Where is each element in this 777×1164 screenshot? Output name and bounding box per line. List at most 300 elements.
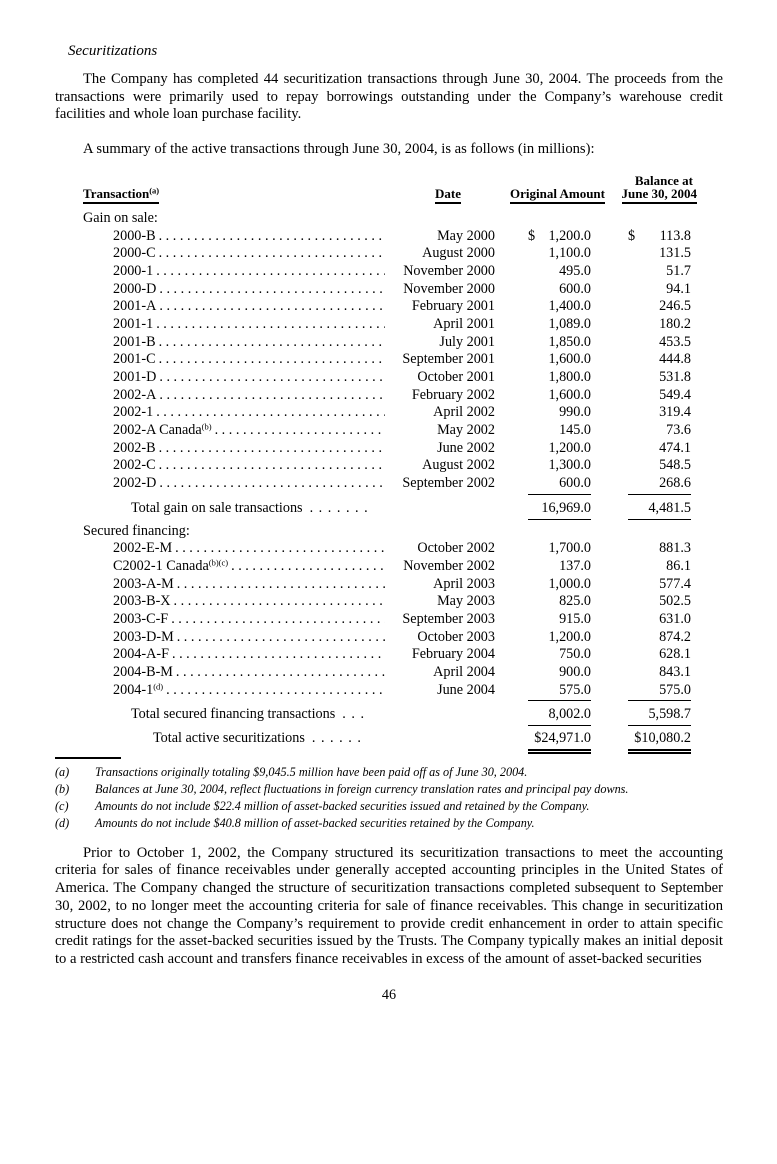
transaction-name-cell xyxy=(83,387,385,405)
date-cell: October 2003 xyxy=(417,628,495,645)
original-amount-cell xyxy=(497,245,605,264)
dot-leader xyxy=(173,664,385,682)
dot-leader xyxy=(156,281,385,299)
original-amount-cell xyxy=(497,228,605,247)
amount-box xyxy=(528,281,591,300)
transaction-name-cell xyxy=(83,369,385,387)
amount-box xyxy=(628,682,691,702)
amount-value: 180.2 xyxy=(659,315,691,332)
transaction-name: 2002-C xyxy=(113,457,156,474)
amount-value: 1,400.0 xyxy=(548,298,591,315)
original-amount-cell xyxy=(497,387,605,406)
amount-value: 1,200.0 xyxy=(548,227,591,244)
dot-leader xyxy=(156,351,385,369)
original-amount-cell xyxy=(497,298,605,317)
dot-leader xyxy=(156,245,385,263)
amount-value: 16,969.0 xyxy=(541,499,591,516)
balance-cell xyxy=(605,540,697,559)
amount-box xyxy=(628,245,691,264)
paragraph-intro: The Company has completed 44 securitization transactions through June 30, 2004. The proceeds from the transactions were primarily used to repay borrowings outstanding under the Company’s warehouse credit facilities and whole loan purchase facility. xyxy=(55,71,723,123)
amount-box xyxy=(528,387,591,406)
amount-box xyxy=(528,540,591,559)
table-section-label-row xyxy=(83,523,697,541)
amount-value: 600.0 xyxy=(559,280,591,297)
original-amount-cell xyxy=(497,500,605,520)
amount-value: 1,100.0 xyxy=(548,245,591,262)
footnote-text: Transactions originally totaling $9,045.5 million have been paid off as of June 30, 2004. xyxy=(95,764,528,779)
footnotes xyxy=(55,764,723,832)
amount-box xyxy=(528,706,591,726)
transaction-name-cell xyxy=(83,263,385,281)
table-row xyxy=(83,593,697,611)
total-label-cell xyxy=(83,730,385,748)
amount-box xyxy=(628,576,691,595)
date-cell: June 2004 xyxy=(437,681,495,698)
transaction-name: 2003-D-M xyxy=(113,628,174,645)
amount-box xyxy=(528,440,591,459)
table-row xyxy=(83,558,697,576)
original-amount-cell xyxy=(497,281,605,300)
original-amount-cell xyxy=(497,351,605,370)
amount-value: 145.0 xyxy=(559,422,591,439)
footnote-text: Balances at June 30, 2004, reflect fluctuations in foreign currency translation rates and principal pay downs. xyxy=(95,781,629,796)
table-row xyxy=(83,457,697,475)
transaction-name: 2004-1$^{(d)}$ xyxy=(113,681,164,698)
dot-leader xyxy=(156,457,385,475)
transaction-name-cell xyxy=(83,440,385,458)
date-cell: September 2001 xyxy=(402,351,495,368)
balance-cell xyxy=(605,334,697,353)
amount-value: 1,200.0 xyxy=(548,439,591,456)
amount-box xyxy=(628,228,691,247)
amount-value: 1,089.0 xyxy=(548,315,591,332)
date-cell: April 2002 xyxy=(433,404,495,421)
balance-cell xyxy=(605,475,697,495)
table-row xyxy=(83,422,697,440)
amount-box xyxy=(628,593,691,612)
page-number: 46 xyxy=(381,986,397,1003)
transaction-name: 2001-B xyxy=(113,333,156,350)
balance-cell xyxy=(605,298,697,317)
section-heading: Securitizations xyxy=(68,43,158,59)
amount-value: 881.3 xyxy=(659,540,691,557)
table-row xyxy=(83,369,697,387)
original-amount-cell xyxy=(497,629,605,648)
section-label: Secured financing: xyxy=(83,522,190,539)
transaction-name-cell xyxy=(83,593,385,611)
amount-value: 495.0 xyxy=(559,262,591,279)
balance-cell xyxy=(605,706,697,726)
table-row xyxy=(83,351,697,369)
transaction-name-cell xyxy=(83,422,385,440)
footnote-rule xyxy=(55,757,121,759)
transaction-name: 2000-C xyxy=(113,245,156,262)
transaction-name-cell xyxy=(83,298,385,316)
grand-total-row xyxy=(83,730,697,748)
amount-box xyxy=(528,593,591,612)
original-amount-cell xyxy=(497,593,605,612)
original-amount-cell xyxy=(497,404,605,423)
balance-cell xyxy=(605,440,697,459)
table-row xyxy=(83,682,697,700)
balance-cell xyxy=(605,263,697,282)
amount-box xyxy=(628,500,691,520)
dot-leader xyxy=(169,646,385,664)
amount-box xyxy=(528,422,591,441)
amount-value: 549.4 xyxy=(659,386,691,403)
total-label: Total gain on sale transactions xyxy=(131,499,303,516)
dot-leader xyxy=(153,404,385,422)
table-row xyxy=(83,316,697,334)
date-cell: May 2002 xyxy=(437,422,495,439)
dot-leader xyxy=(228,558,385,576)
amount-box xyxy=(528,730,591,754)
date-cell: September 2002 xyxy=(402,475,495,492)
transaction-name: 2000-D xyxy=(113,280,157,297)
dot-leader xyxy=(174,576,385,594)
transaction-name: 2002-A Canada$^{(b)}$ xyxy=(113,422,212,439)
amount-box xyxy=(628,422,691,441)
balance-cell xyxy=(605,730,697,754)
amount-value: 8,002.0 xyxy=(548,706,591,723)
original-amount-cell xyxy=(497,558,605,577)
total-label-cell xyxy=(83,706,385,724)
amount-box xyxy=(528,457,591,476)
amount-value: 825.0 xyxy=(559,593,591,610)
original-amount-cell xyxy=(497,440,605,459)
amount-value: 990.0 xyxy=(559,404,591,421)
table-row xyxy=(83,334,697,352)
amount-box xyxy=(528,682,591,702)
table-row xyxy=(83,540,697,558)
table-total-row xyxy=(83,706,697,724)
amount-value: 1,200.0 xyxy=(548,628,591,645)
dot-leader: . . . . . . xyxy=(311,730,362,747)
column-header-balance-line1: Balance at xyxy=(634,172,693,188)
dot-leader xyxy=(163,682,385,700)
amount-value: 319.4 xyxy=(659,404,691,421)
amount-value: 843.1 xyxy=(659,664,691,680)
dot-leader xyxy=(153,263,385,281)
transaction-name-cell xyxy=(83,629,385,647)
balance-cell xyxy=(605,351,697,370)
amount-value: 73.6 xyxy=(666,422,691,439)
transaction-name: 2001-1 xyxy=(113,315,154,332)
amount-box xyxy=(628,558,691,577)
amount-value: 137.0 xyxy=(559,557,591,574)
column-header-balance xyxy=(605,174,697,204)
balance-cell xyxy=(605,457,697,476)
transaction-name-cell xyxy=(83,351,385,369)
amount-box xyxy=(528,334,591,353)
original-amount-cell xyxy=(497,457,605,476)
amount-value: 444.8 xyxy=(659,351,691,368)
date-cell: June 2002 xyxy=(437,439,495,456)
amount-value: 1,000.0 xyxy=(548,575,591,592)
transaction-name-cell xyxy=(83,664,385,682)
amount-box xyxy=(628,298,691,317)
column-header-original-amount xyxy=(497,186,605,204)
transaction-name-cell xyxy=(83,682,385,700)
transaction-name: 2001-C xyxy=(113,351,156,368)
amount-box xyxy=(628,540,691,559)
date-cell: April 2004 xyxy=(433,664,495,680)
original-amount-cell xyxy=(497,706,605,726)
original-amount-cell xyxy=(497,664,605,683)
transaction-name-cell xyxy=(83,281,385,299)
amount-value: 575.0 xyxy=(559,681,591,698)
amount-value: 1,800.0 xyxy=(548,369,591,385)
date-cell: May 2000 xyxy=(437,227,495,244)
amount-value: 86.1 xyxy=(666,557,691,574)
balance-cell xyxy=(605,281,697,300)
footnote-text: Amounts do not include $40.8 million of asset-backed securities retained by the Company. xyxy=(95,815,535,830)
dot-leader xyxy=(156,387,385,405)
footnote-text: Amounts do not include $22.4 million of asset-backed securities issued and retained by the Company. xyxy=(95,798,590,813)
amount-box xyxy=(628,440,691,459)
amount-box xyxy=(528,245,591,264)
balance-cell xyxy=(605,369,697,388)
original-amount-cell xyxy=(497,682,605,702)
transaction-name: 2001-A xyxy=(113,298,157,315)
amount-value: 502.5 xyxy=(659,593,691,610)
amount-box xyxy=(528,369,591,388)
transaction-name: 2003-B-X xyxy=(113,593,171,610)
original-amount-cell xyxy=(497,316,605,335)
original-amount-cell xyxy=(497,263,605,282)
transaction-name: 2003-A-M xyxy=(113,575,174,592)
amount-box xyxy=(628,334,691,353)
column-header-date xyxy=(385,186,497,204)
original-amount-cell xyxy=(497,540,605,559)
column-header-date-label: Date xyxy=(435,187,461,204)
amount-box xyxy=(528,404,591,423)
amount-value: 631.0 xyxy=(659,610,691,627)
footnote-marker: (b) xyxy=(201,422,212,432)
dot-leader xyxy=(212,422,385,440)
dot-leader xyxy=(156,228,385,246)
table-body xyxy=(83,210,697,748)
footnote xyxy=(55,764,723,781)
amount-box xyxy=(628,475,691,495)
amount-value: 474.1 xyxy=(659,439,691,456)
original-amount-cell xyxy=(497,646,605,665)
amount-box xyxy=(628,611,691,630)
column-header-balance-line2: June 30, 2004 xyxy=(622,187,697,204)
balance-cell xyxy=(605,387,697,406)
amount-value: 874.2 xyxy=(659,628,691,645)
transaction-name: 2002-E-M xyxy=(113,540,173,557)
amount-value: 94.1 xyxy=(666,280,691,297)
amount-value: 1,300.0 xyxy=(548,457,591,474)
balance-cell xyxy=(605,611,697,630)
dot-leader: . . . xyxy=(342,706,365,723)
amount-value: 453.5 xyxy=(659,333,691,350)
amount-box xyxy=(628,369,691,388)
original-amount-cell xyxy=(497,422,605,441)
amount-box xyxy=(628,281,691,300)
amount-box xyxy=(528,646,591,665)
amount-value: 577.4 xyxy=(659,575,691,592)
amount-box xyxy=(628,706,691,726)
original-amount-cell xyxy=(497,334,605,353)
table-section-label-row xyxy=(83,210,697,228)
total-label-cell xyxy=(83,500,385,518)
amount-value: 915.0 xyxy=(559,610,591,627)
dot-leader xyxy=(171,593,385,611)
balance-cell xyxy=(605,664,697,683)
column-header-transaction-label: Transaction xyxy=(83,186,150,202)
amount-value: 900.0 xyxy=(559,664,591,680)
date-cell: November 2000 xyxy=(403,280,495,297)
footnote-marker: (c) xyxy=(55,798,69,813)
amount-value: 51.7 xyxy=(666,262,691,279)
transaction-name: C2002-1 Canada$^{(b)(c)}$ xyxy=(113,557,229,574)
balance-cell xyxy=(605,228,697,247)
amount-value: 246.5 xyxy=(659,298,691,315)
amount-box xyxy=(528,351,591,370)
amount-box xyxy=(528,228,591,247)
balance-cell xyxy=(605,422,697,441)
amount-value: 5,598.7 xyxy=(648,706,691,723)
transaction-name-cell xyxy=(83,457,385,475)
date-cell: November 2002 xyxy=(403,557,495,574)
dot-leader xyxy=(168,611,385,629)
amount-box xyxy=(628,664,691,683)
footnote xyxy=(55,815,723,832)
transaction-name: 2000-B xyxy=(113,227,156,244)
balance-cell xyxy=(605,245,697,264)
dot-leader xyxy=(156,440,385,458)
footnote xyxy=(55,798,723,815)
paragraph-accounting: Prior to October 1, 2002, the Company structured its securitization transactions to meet the accounting criteria for sales of finance receivables under generally accepted accounting principles in the United States of America. The Company changed the structure of securitization transactions completed subsequent to September 30, 2002, to no longer meet the accounting criteria for sale of finance receivables. This change in securitization structure does not change the Company’s requirement to provide credit enhancement in order to attain specific credit ratings for the asset-backed securities issued by the Trusts. The Company typically makes an initial deposit to a restricted cash account and transfers finance receivables in excess of the amount of asset-backed securities xyxy=(55,844,723,967)
date-cell: February 2002 xyxy=(411,386,495,403)
table-row xyxy=(83,387,697,405)
amount-value: 268.6 xyxy=(659,475,691,492)
date-cell: September 2003 xyxy=(402,610,495,627)
table-row xyxy=(83,404,697,422)
table-header-row xyxy=(83,174,697,204)
amount-box xyxy=(528,611,591,630)
balance-cell xyxy=(605,500,697,520)
table-row xyxy=(83,298,697,316)
balance-cell xyxy=(605,593,697,612)
balance-cell xyxy=(605,629,697,648)
amount-value: 1,850.0 xyxy=(548,333,591,350)
table-row xyxy=(83,245,697,263)
dot-leader xyxy=(156,298,385,316)
transaction-name: 2002-D xyxy=(113,475,157,492)
amount-box xyxy=(628,316,691,335)
table-row xyxy=(83,228,697,246)
date-cell: May 2003 xyxy=(437,593,495,610)
table-row xyxy=(83,611,697,629)
amount-box xyxy=(528,558,591,577)
amount-value: 628.1 xyxy=(659,646,691,663)
transaction-name-cell xyxy=(83,316,385,334)
balance-cell xyxy=(605,316,697,335)
footnote-marker: (d) xyxy=(153,681,164,692)
date-cell: April 2001 xyxy=(433,315,495,332)
footnote-marker: (b)(c) xyxy=(208,557,229,568)
transaction-name-cell xyxy=(83,475,385,493)
amount-box xyxy=(628,457,691,476)
date-cell: October 2001 xyxy=(417,369,495,385)
date-cell: November 2000 xyxy=(403,262,495,279)
table-row xyxy=(83,281,697,299)
transaction-name-cell xyxy=(83,558,385,576)
amount-value: 531.8 xyxy=(659,369,691,385)
table-row xyxy=(83,440,697,458)
balance-cell xyxy=(605,558,697,577)
transaction-name-cell xyxy=(83,646,385,664)
dot-leader xyxy=(153,316,385,334)
original-amount-cell xyxy=(497,369,605,388)
date-cell: July 2001 xyxy=(439,333,495,350)
transaction-name-cell xyxy=(83,404,385,422)
amount-box xyxy=(628,351,691,370)
original-amount-cell xyxy=(497,576,605,595)
amount-box xyxy=(528,263,591,282)
transaction-name-cell xyxy=(83,334,385,352)
amount-box xyxy=(528,629,591,648)
balance-cell xyxy=(605,646,697,665)
amount-value: 1,700.0 xyxy=(548,540,591,557)
dollar-sign: $ xyxy=(528,227,536,244)
column-header-original-amount-label: Original Amount xyxy=(510,187,605,204)
original-amount-cell xyxy=(497,475,605,495)
amount-value: $24,971.0 xyxy=(534,730,591,747)
balance-cell xyxy=(605,576,697,595)
dollar-sign: $ xyxy=(628,227,636,244)
amount-value: 113.8 xyxy=(659,227,691,244)
original-amount-cell xyxy=(497,611,605,630)
transaction-name: 2002-B xyxy=(113,439,156,456)
amount-box xyxy=(528,500,591,520)
footnote-marker: (a) xyxy=(55,764,70,779)
table-row xyxy=(83,646,697,664)
transaction-name-cell xyxy=(83,611,385,629)
section-label: Gain on sale: xyxy=(83,209,158,226)
date-cell: February 2001 xyxy=(411,298,495,315)
transaction-name: 2004-A-F xyxy=(113,646,169,663)
amount-box xyxy=(528,316,591,335)
total-label: Total secured financing transactions xyxy=(131,706,336,723)
footnote-marker: (d) xyxy=(55,815,70,830)
table-row xyxy=(83,629,697,647)
transaction-name: 2002-A xyxy=(113,386,157,403)
transaction-name-cell xyxy=(83,228,385,246)
dot-leader xyxy=(156,334,385,352)
total-label: Total active securitizations xyxy=(153,730,305,747)
amount-value: 600.0 xyxy=(559,475,591,492)
amount-value: 575.0 xyxy=(659,681,691,698)
table-row xyxy=(83,263,697,281)
footnote-marker: (b) xyxy=(55,781,70,796)
footnote-marker-a: (a) xyxy=(149,185,160,196)
amount-box xyxy=(628,629,691,648)
amount-box xyxy=(628,730,691,754)
transaction-name-cell xyxy=(83,245,385,263)
dot-leader xyxy=(172,540,385,558)
table-total-row xyxy=(83,500,697,518)
transaction-name-cell xyxy=(83,576,385,594)
transaction-name: 2002-1 xyxy=(113,404,154,421)
amount-box xyxy=(628,646,691,665)
date-cell: August 2000 xyxy=(422,245,495,262)
amount-value: 548.5 xyxy=(659,457,691,474)
transaction-name: 2004-B-M xyxy=(113,664,173,680)
